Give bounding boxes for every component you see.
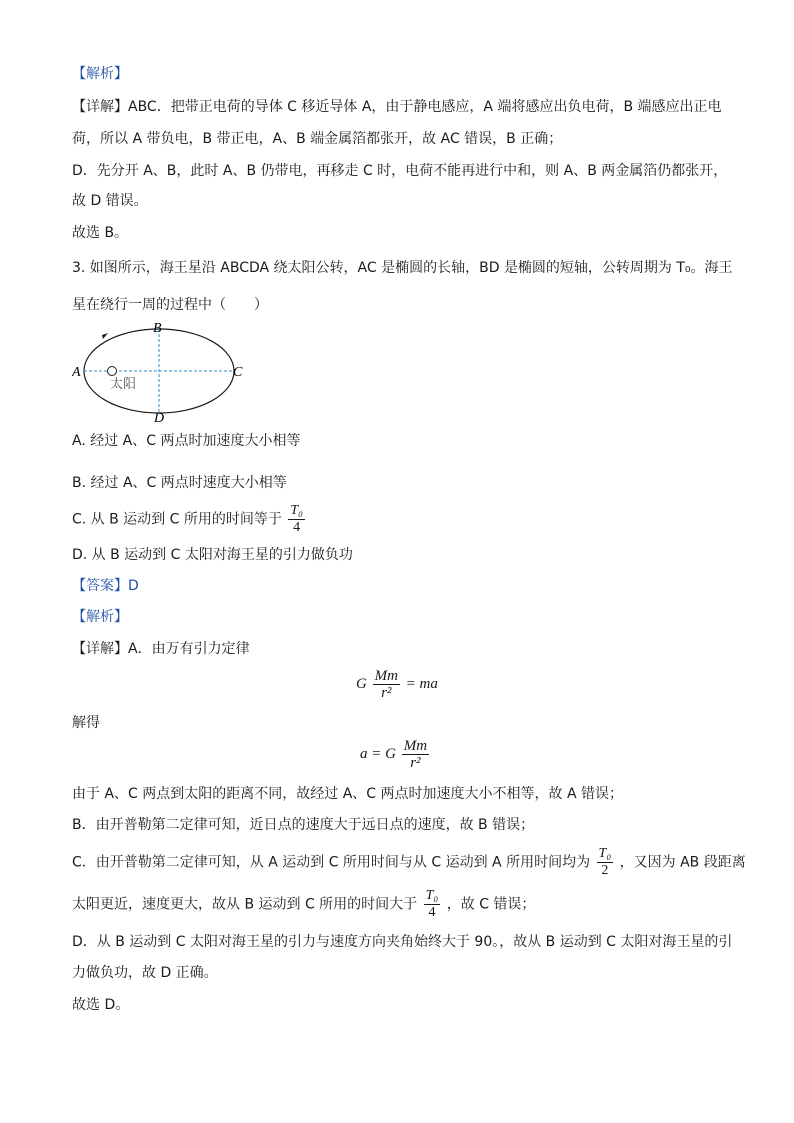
explain-c-frac2-den: 4	[428, 905, 436, 920]
option-c-numerator: T₀	[290, 503, 303, 518]
question-3-text-1: 3. 如图所示，海王星沿 ABCDA 绕太阳公转，AC 是椭圆的长轴，BD 是椭圆的短轴，公转周期为 T₀。海王	[72, 260, 733, 276]
explain-d-line-1: D．从 B 运动到 C 太阳对海王星的引力与速度方向夹角始终大于 90。，故从 B 运动到 C 太阳对海王星的引	[72, 934, 733, 950]
sun-label: 太阳	[110, 377, 137, 392]
prev-explain-line-4: 故 D 错误。	[72, 193, 148, 209]
orbit-diagram	[72, 318, 262, 426]
explain-c-line-2	[72, 888, 535, 921]
eq1-numerator: Mm	[374, 668, 398, 684]
label-d: D	[154, 411, 165, 426]
eq1-denominator: r²	[381, 685, 392, 701]
prev-conclusion: 故选 B。	[72, 225, 129, 241]
option-c-denominator: 4	[293, 520, 301, 535]
explain-b: B．由开普勒第二定律可知，近日点的速度大于远日点的速度，故 B 错误；	[72, 817, 535, 833]
explain-c-fraction-2	[424, 888, 441, 921]
eq2-fraction	[402, 738, 429, 771]
final-conclusion: 故选 D。	[72, 997, 130, 1013]
explain-c-frac2-num: T₀	[425, 888, 439, 903]
prev-explain-line-3: D．先分开 A、B，此时 A、B 仍带电，再移走 C 时，电荷不能再进行中和，则 A、B 两金属箔仍都张开，	[72, 163, 728, 179]
option-d: D. 从 B 运动到 C 太阳对海王星的引力做负功	[72, 547, 353, 563]
prev-explain-line-2: 荷，所以 A 带负电，B 带正电，A、B 端金属箔都张开，故 AC 错误，B 正确；	[72, 131, 563, 147]
explain-c-text-4: ，故 C 错误；	[446, 896, 536, 913]
sun-icon	[108, 367, 117, 376]
eq2-denominator: r²	[410, 755, 421, 771]
option-c	[72, 503, 307, 536]
eq1-g: G	[356, 675, 367, 692]
option-c-fraction	[288, 503, 305, 536]
eq2-lhs: a = G	[360, 745, 396, 762]
eq1-rhs: = ma	[405, 675, 438, 692]
explain-a-conclusion: 由于 A、C 两点到太阳的距离不同，故经过 A、C 两点时加速度大小不相等，故 A 错误；	[72, 786, 623, 802]
equation-2	[360, 738, 431, 771]
eq2-numerator: Mm	[403, 738, 428, 754]
analysis-heading-2: 【解析】	[72, 609, 128, 625]
question-3-text-2: 星在绕行一周的过程中（ ）	[72, 297, 268, 313]
option-c-text: C. 从 B 运动到 C 所用的时间等于	[72, 511, 282, 528]
explain-c-text-1: C．由开普勒第二定律可知，从 A 运动到 C 所用时间与从 C 运动到 A 所用时间均为	[72, 854, 591, 871]
explain-c-text-3: 太阳更近，速度更大，故从 B 运动到 C 所用的时间大于	[72, 896, 418, 913]
equation-1	[356, 668, 438, 701]
explain-c-fraction-1	[597, 846, 614, 879]
label-a: A	[72, 365, 81, 380]
prev-explain-line-1: 【详解】ABC．把带正电荷的导体 C 移近导体 A，由于静电感应，A 端将感应出负电荷，B 端感应出正电	[72, 99, 722, 115]
explain-d-line-2: 力做负功，故 D 正确。	[72, 965, 218, 981]
explain-c-frac1-den: 2	[601, 863, 609, 878]
answer-label: 【答案】D	[72, 578, 139, 594]
analysis-heading: 【解析】	[72, 66, 128, 82]
solve-label: 解得	[72, 715, 100, 731]
direction-arrow-icon	[102, 333, 108, 339]
eq1-fraction	[373, 668, 400, 701]
explain-c-text-2: ，又因为 AB 段距离	[619, 854, 746, 871]
label-c: C	[233, 365, 243, 380]
label-b: B	[153, 321, 162, 336]
explain-intro: 【详解】A．由万有引力定律	[72, 641, 250, 657]
option-b: B. 经过 A、C 两点时速度大小相等	[72, 475, 287, 491]
explain-c-line-1	[72, 846, 746, 879]
explain-c-frac1-num: T₀	[598, 846, 612, 861]
option-a: A. 经过 A、C 两点时加速度大小相等	[72, 433, 301, 449]
